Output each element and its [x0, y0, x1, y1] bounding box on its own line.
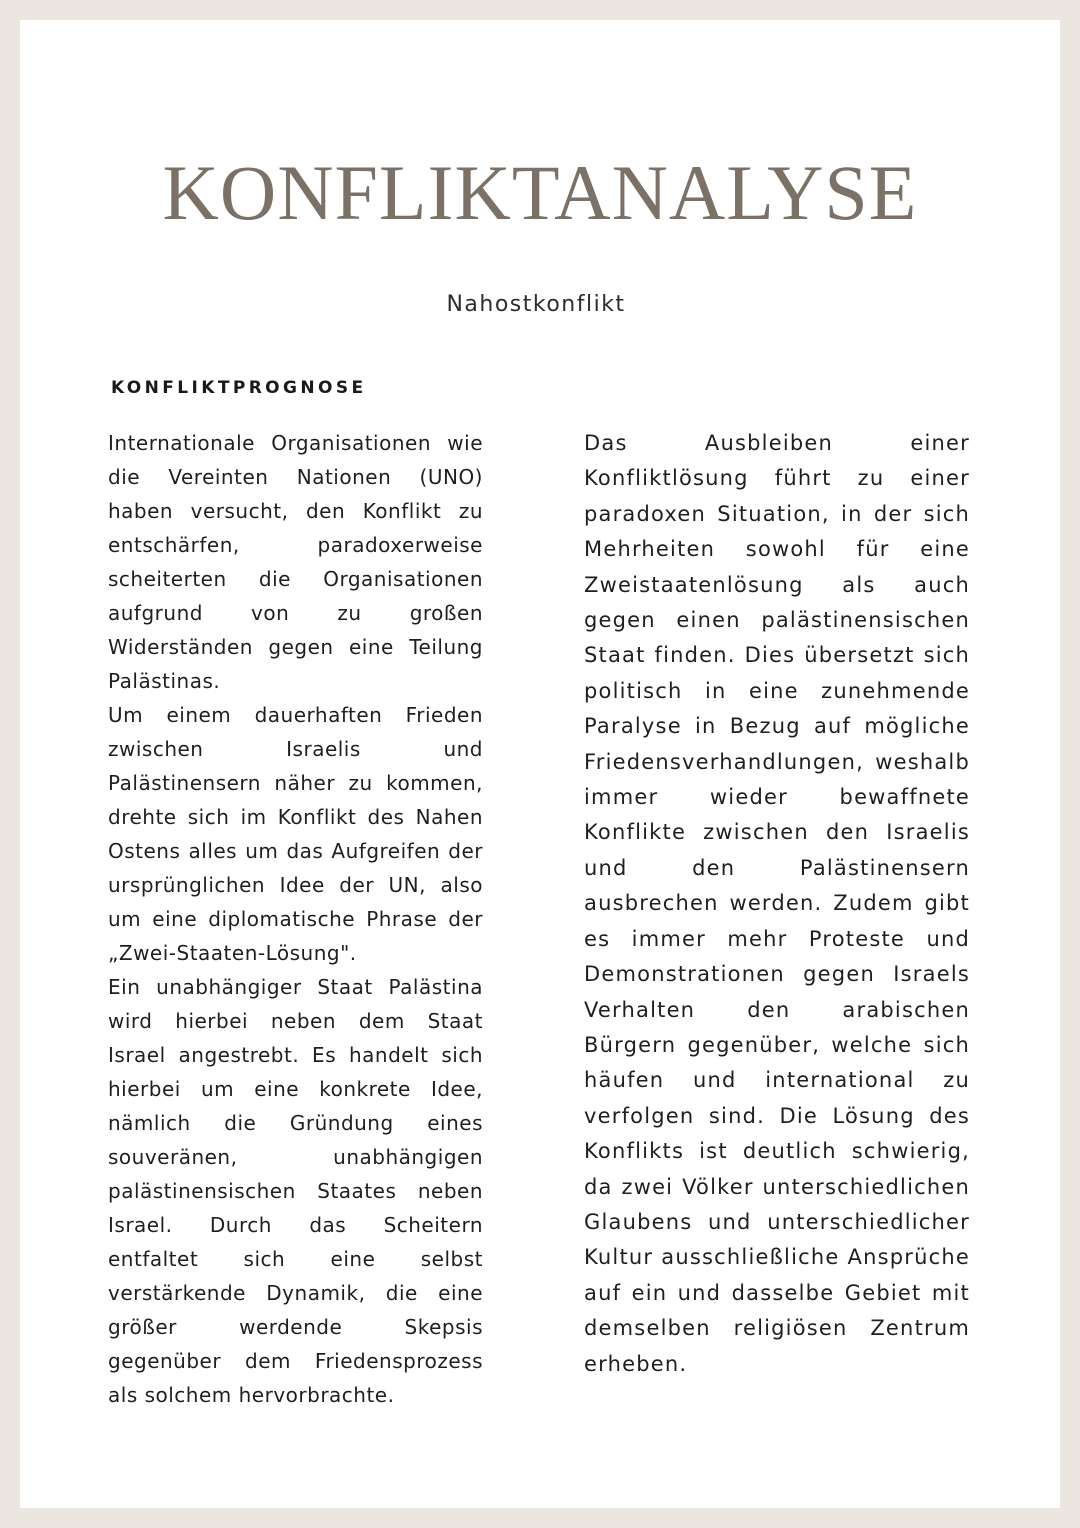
paragraph: Ein unabhängiger Staat Palästina wird hierbei neben dem Staat Israel angestrebt. Es handelt sich hierbei um eine konkrete Idee, nämlich die Gründung eines souveränen, unabhängigen palästinensischen Staates neben Israel. Durch das Scheitern entfaltet sich eine selbst verstärkende Dynamik, die eine größer werdende Skepsis gegenüber dem Friedensprozess als solchem hervorbrachte. [108, 975, 483, 1407]
paragraph: Internationale Organisationen wie die Vereinten Nationen (UNO) haben versucht, den Konflikt zu entschärfen, paradoxerweise scheiterten die Organisationen aufgrund von zu großen Widerständen gegen eine Teilung Palästinas. [108, 431, 483, 693]
document-page [20, 20, 1060, 1508]
right-text-column [584, 426, 970, 1382]
document-subtitle: Nahostkonflikt [446, 292, 626, 317]
left-text-column [108, 426, 483, 1412]
section-heading: KONFLIKTPROGNOSE [111, 378, 367, 398]
paragraph: Das Ausbleiben einer Konfliktlösung führt zu einer paradoxen Situation, in der sich Mehrheiten sowohl für eine Zweistaatenlösung als auch gegen einen palästinensischen Staat finden. Dies übersetzt sich politisch in eine zunehmende Paralyse in Bezug auf mögliche Friedensverhandlungen, weshalb immer wieder bewaffnete Konflikte zwischen den Israelis und den Palästinensern ausbrechen werden. Zudem gibt es immer mehr Proteste und Demonstrationen gegen Israels Verhalten den arabischen Bürgern gegenüber, welche sich häufen und international zu verfolgen sind. Die Lösung des Konflikts ist deutlich schwierig, da zwei Völker unterschiedlichen Glaubens und unterschiedlicher Kultur ausschließliche Ansprüche auf ein und dasselbe Gebiet mit demselben religiösen Zentrum erheben. [584, 431, 970, 1376]
paragraph: Um einem dauerhaften Frieden zwischen Israelis und Palästinensern näher zu kommen, drehte sich im Konflikt des Nahen Ostens alles um das Aufgreifen der ursprünglichen Idee der UN, also um eine diplomatische Phrase der „Zwei-Staaten-Lösung". [108, 703, 483, 965]
document-title: KONFLIKTANALYSE [162, 149, 918, 236]
